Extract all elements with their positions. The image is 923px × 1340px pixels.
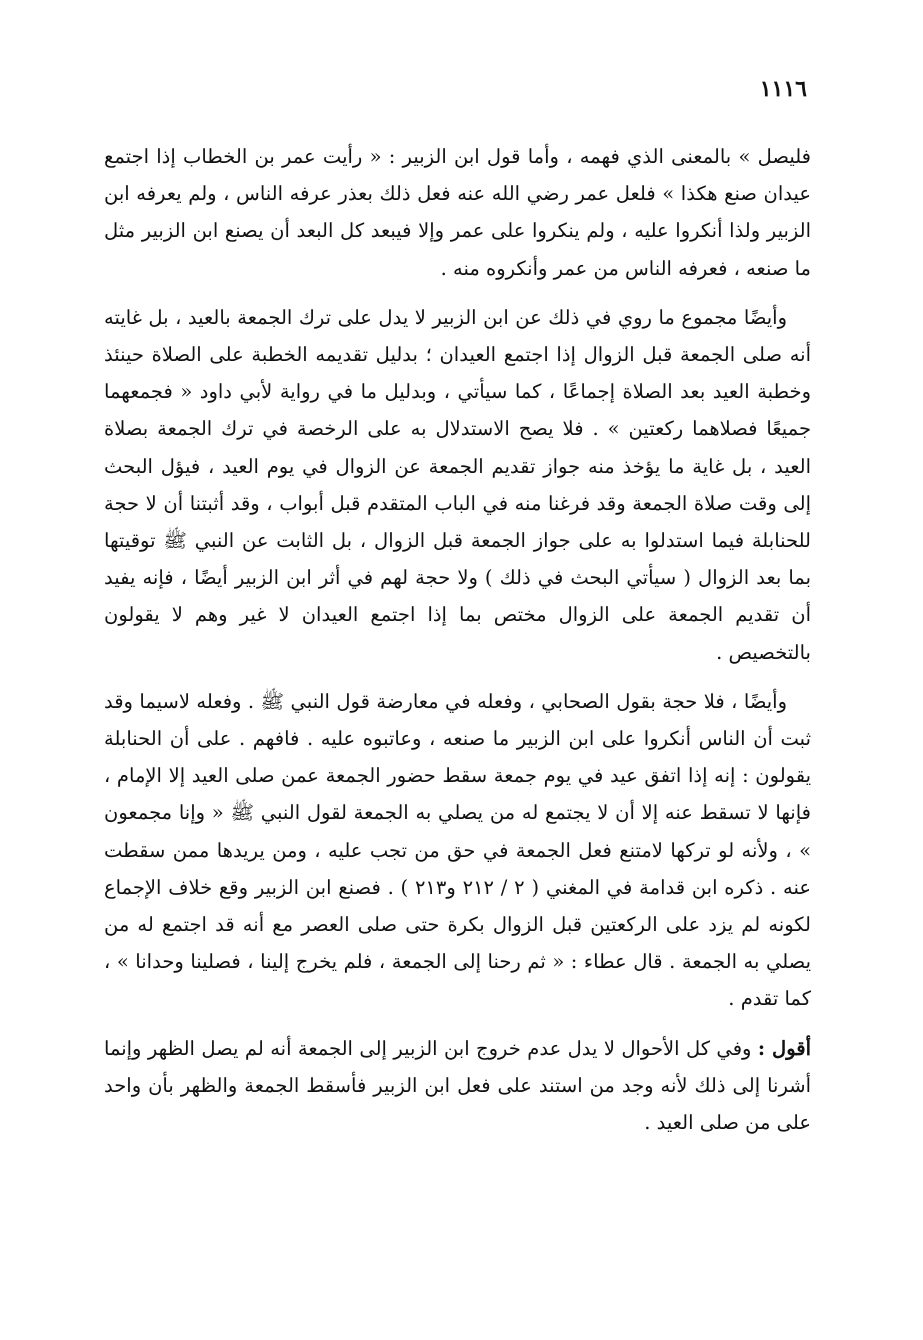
paragraph-2: وأيضًا مجموع ما روي في ذلك عن ابن الزبير لا يدل على ترك الجمعة بالعيد ، بل غايته أنه صلى الجمعة قبل الزوال إذا اجتمع العيدان ؛ بدليل تقديمه الخطبة على الصلاة حينئذ وخطبة العيد بعد الصلاة إجماعًا ، كما سيأتي ، وبدليل ما في رواية لأبي داود « فجمعهما جميعًا فصلاهما ركعتين » . فلا يصح الاستدلال به على الرخصة في ترك الجمعة بصلاة العيد ، بل غاية ما يؤخذ منه جواز تقديم الجمعة عن الزوال في يوم العيد ، فيؤل البحث إلى وقت صلاة الجمعة وقد فرغنا منه في الباب المتقدم قبل أبواب ، وقد أثبتنا أن لا حجة للحنابلة فيما استدلوا به على جواز الجمعة قبل الزوال ، بل الثابت عن النبي ﷺ توقيتها بما بعد الزوال ( سيأتي البحث في ذلك ) ولا حجة لهم في أثر ابن الزبير أيضًا ، فإنه يفيد أن تقديم الجمعة على الزوال مختص بما إذا اجتمع العيدان لا غير وهم لا يقولون بالتخصيص .: [104, 305, 811, 664]
paragraph-4-lead: أقول :: [757, 1036, 812, 1060]
page-number: ١١١٦: [759, 76, 807, 102]
paragraph-1: فليصل » بالمعنى الذي فهمه ، وأما قول ابن الزبير : « رأيت عمر بن الخطاب إذا اجتمع عيدان صنع هكذا » فلعل عمر رضي الله عنه فعل ذلك بعذر عرفه الناس ، ولم يعرفه ابن الزبير ولذا أنكروا عليه ، ولم ينكروا على عمر وإلا فيبعد كل البعد أن يصنع ابن الزبير مثل ما صنعه ، فعرفه الناس من عمر وأنكروه منه .: [104, 145, 811, 280]
paragraph-4-text: وفي كل الأحوال لا يدل عدم خروج ابن الزبير إلى الجمعة أنه لم يصل الظهر وإنما أشرنا إلى ذلك لأنه وجد من استند على فعل ابن الزبير فأسقط الجمعة والظهر بأن واحد على من صلى العيد .: [104, 1036, 811, 1135]
paragraph-4: [104, 1030, 811, 1142]
paragraph-3: وأيضًا ، فلا حجة بقول الصحابي ، وفعله في معارضة قول النبي ﷺ . وفعله لاسيما وقد ثبت أن الناس أنكروا على ابن الزبير ما صنعه ، وعاتبوه عليه . فافهم . على أن الحنابلة يقولون : إنه إذا اتفق عيد في يوم جمعة سقط حضور الجمعة عمن صلى العيد إلا الإمام ، فإنها لا تسقط عنه إلا أن لا يجتمع له من يصلي به الجمعة لقول النبي ﷺ « وإنا مجمعون » ، ولأنه لو تركها لامتنع فعل الجمعة في حق من تجب عليه ، ومن يريدها ممن سقطت عنه . ذكره ابن قدامة في المغني ( ٢ / ٢١٢ و٢١٣ ) . فصنع ابن الزبير وقع خلاف الإجماع لكونه لم يزد على الركعتين قبل الزوال بكرة حتى صلى العصر مع أنه قد اجتمع له من يصلي به الجمعة . قال عطاء : « ثم رحنا إلى الجمعة ، فلم يخرج إلينا ، فصلينا وحدانا » ، كما تقدم .: [104, 689, 811, 1011]
body-text: [104, 138, 811, 1141]
